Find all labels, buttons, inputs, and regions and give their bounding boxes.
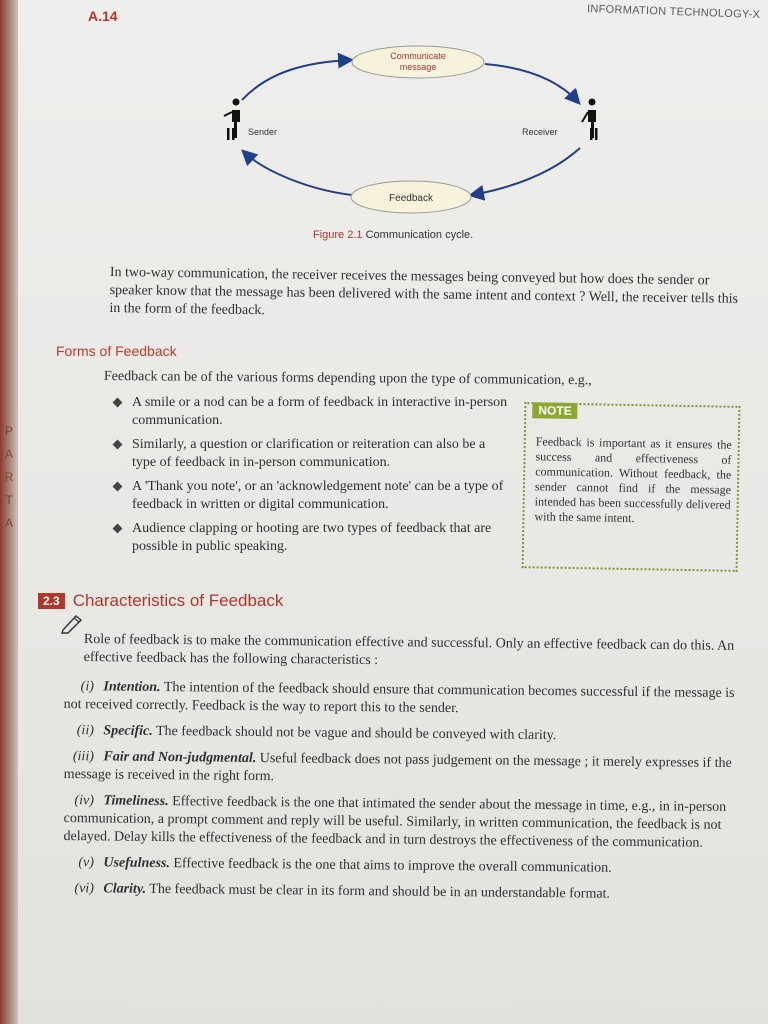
arrow-feedback-to-sender: [244, 152, 352, 195]
communication-cycle-diagram: [210, 40, 620, 230]
forms-heading: Forms of Feedback: [56, 343, 177, 359]
side-letter: T: [5, 493, 13, 507]
list-item: [63, 792, 736, 853]
section-lead: Role of feedback is to make the communication effective and successful. Only an effective feedback can do this. An effective feedback has the following characteristics :: [83, 631, 735, 669]
characteristics-list: [64, 678, 736, 906]
list-item: [64, 854, 736, 879]
item-term: Usefulness.: [103, 855, 170, 872]
figure-number: Figure 2.1: [313, 229, 363, 241]
pencil-icon: [60, 612, 86, 634]
note-box: [522, 402, 741, 572]
arrow-message-to-receiver: [485, 64, 578, 102]
list-item: Audience clapping or hooting are two types of feedback that are possible in public speaking.: [110, 520, 510, 556]
section-title: Characteristics of Feedback: [72, 591, 284, 610]
forms-lead: Feedback can be of the various forms depending upon the type of communication, e.g.,: [103, 368, 592, 389]
list-item: [64, 880, 736, 905]
communicate-label-line1: Communicate: [390, 51, 446, 61]
side-letter: P: [4, 424, 13, 438]
arrow-receiver-to-feedback: [472, 148, 580, 195]
intro-paragraph: In two-way communication, the receiver receives the messages being conveyed but how does the sender or speaker know that the message has been delivered with the same intent and context ? Well, the receiver tells this in the form of the feedback.: [109, 264, 739, 319]
side-letter: A: [4, 447, 13, 461]
note-text: Feedback is important as it ensures the success and effectiveness of communication. Without feedback, the sender cannot find if the message intended has been successfully delivered with the same intent.: [534, 434, 732, 526]
page-number: A.14: [88, 8, 118, 24]
item-numeral: (i): [80, 679, 94, 695]
sender-person-icon: [224, 99, 240, 141]
item-term: Specific.: [103, 723, 153, 739]
item-text: Useful feedback does not pass judgement on the message ; it merely expresses if the message is received in the right form.: [63, 751, 732, 785]
receiver-label: Receiver: [522, 127, 558, 137]
item-numeral: (iii): [72, 749, 94, 765]
item-numeral: (v): [78, 855, 94, 871]
item-numeral: (vi): [74, 881, 94, 897]
item-term: Intention.: [103, 679, 161, 696]
item-text: Effective feedback is the one that aims to improve the overall communication.: [173, 856, 612, 876]
side-part-letters: [0, 420, 18, 535]
list-item: A smile or a nod can be a form of feedback in interactive in-person communication.: [110, 394, 510, 430]
list-item: [64, 722, 736, 747]
item-text: The feedback should not be vague and should be conveyed with clarity.: [155, 723, 557, 744]
arrow-sender-to-message: [242, 60, 350, 100]
list-item: [64, 748, 736, 791]
figure-caption: [313, 229, 473, 241]
receiver-person-icon: [582, 99, 598, 141]
item-numeral: (ii): [76, 723, 94, 739]
item-text: The feedback must be clear in its form and should be in an understandable format.: [149, 881, 611, 902]
feedback-label: Feedback: [389, 193, 433, 204]
list-item: [64, 678, 736, 721]
running-header: INFORMATION TECHNOLOGY-X: [586, 2, 761, 22]
list-item: Similarly, a question or clarification or reiteration can also be a type of feedback in in-person communication.: [110, 436, 510, 472]
figure-caption-text: Communication cycle.: [365, 229, 474, 241]
communicate-label-line2: message: [399, 62, 437, 72]
section-heading: [38, 591, 283, 611]
item-term: Clarity.: [103, 881, 147, 897]
note-tag: NOTE: [532, 402, 578, 419]
item-numeral: (iv): [74, 793, 94, 809]
section-number: 2.3: [38, 593, 65, 609]
item-term: Fair and Non-judgmental.: [103, 749, 257, 767]
side-letter: R: [4, 470, 14, 484]
list-item: A 'Thank you note', or an 'acknowledgement note' can be a type of feedback in written or digital communication.: [110, 478, 510, 514]
item-text: Effective feedback is the one that intimated the sender about the message in time, e.g., in in-person communication, a prompt comment and reply will be useful. Similarly, in written communication, the feedback is not delayed. Delay kills the effectiveness of the feedback and in turn destroys the effectiveness of the communication.: [63, 794, 727, 851]
sender-label: Sender: [248, 127, 278, 137]
item-term: Timeliness.: [103, 793, 169, 810]
item-text: The intention of the feedback should ensure that communication becomes successful if the message is not received correctly. Feedback is the way to report this to the sender.: [63, 680, 735, 717]
forms-bullet-list: [110, 394, 510, 562]
side-letter: A: [4, 516, 13, 530]
